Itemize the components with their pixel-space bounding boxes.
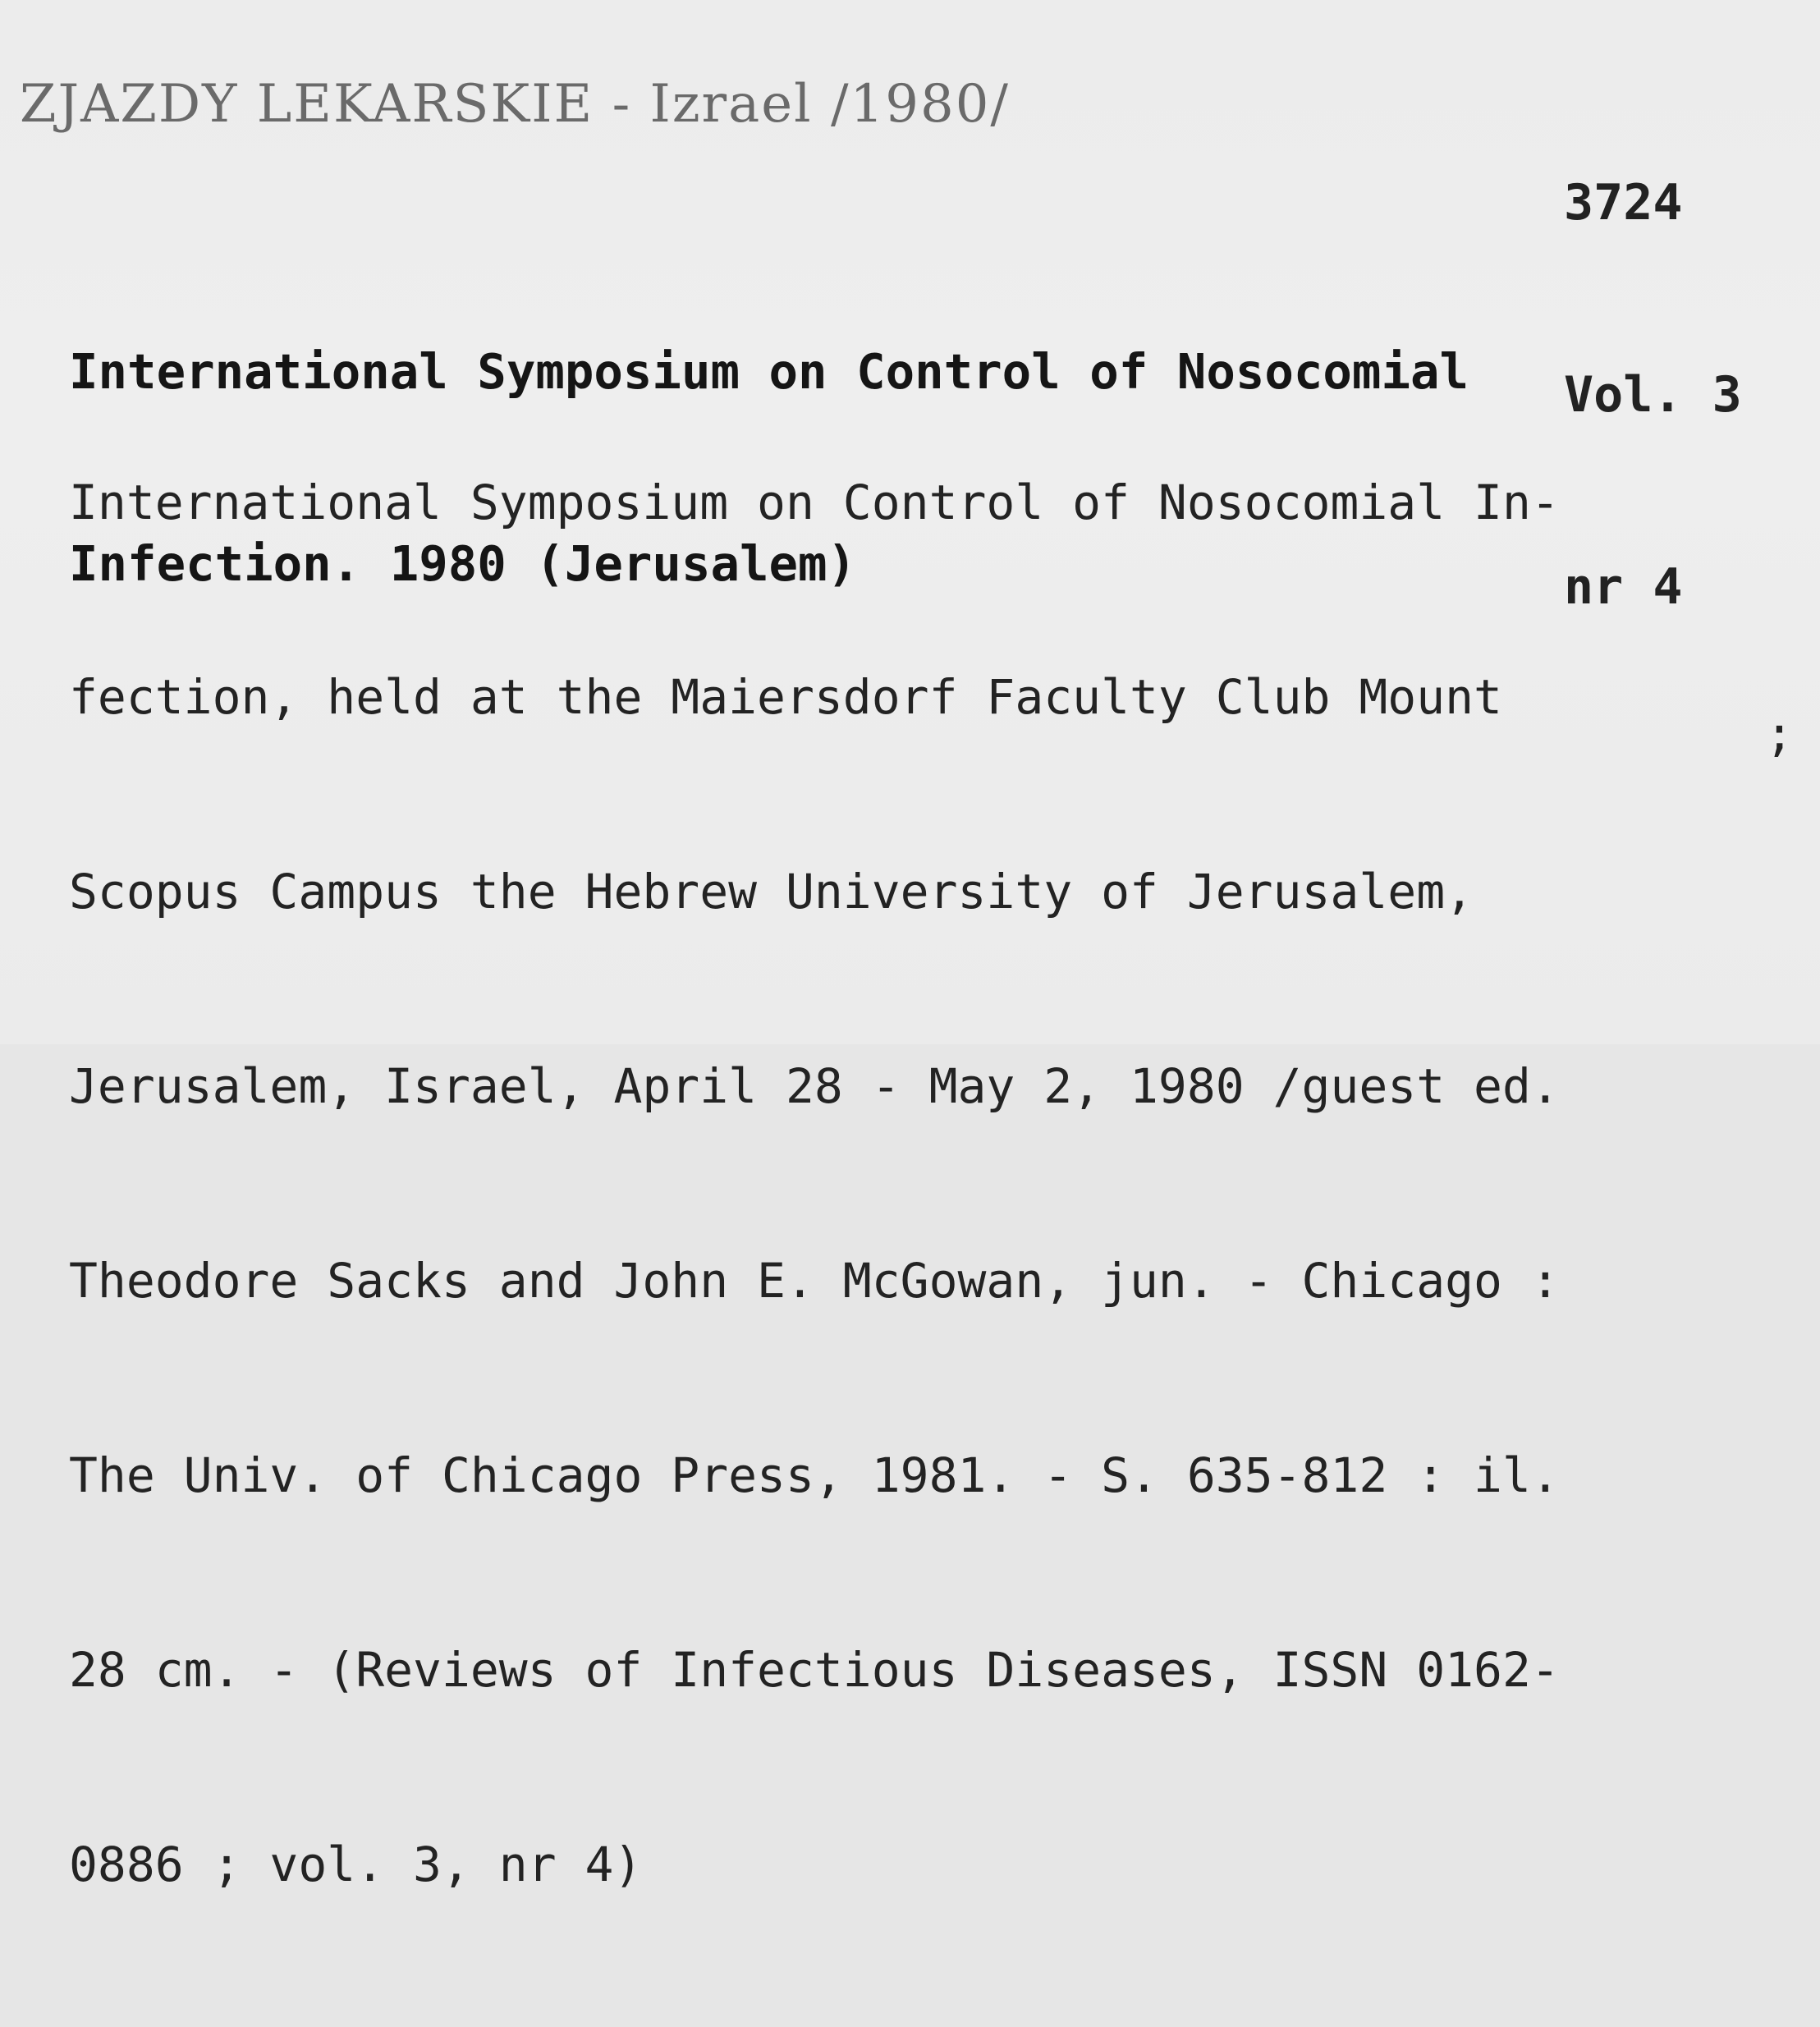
description-line: 28 cm. - (Reviews of Infectious Diseases, ISSN 0162- bbox=[69, 1642, 1560, 1698]
call-number bbox=[1564, 43, 1742, 747]
description-line: International Symposium on Control of Nosocomial In- bbox=[69, 475, 1560, 530]
bibliographic-description bbox=[69, 341, 1560, 2027]
main-entry-line: Infection. 1980 (Jerusalem) bbox=[69, 535, 857, 592]
description-line: Theodore Sacks and John E. McGowan, jun. - Chicago : bbox=[69, 1253, 1560, 1309]
description-line: 0886 ; vol. 3, nr 4) bbox=[69, 1837, 643, 1892]
main-entry-line: International Symposium on Control of Nosocomial bbox=[69, 343, 1469, 400]
call-number-line: Vol. 3 bbox=[1564, 366, 1742, 424]
call-number-line: nr 4 bbox=[1564, 558, 1683, 616]
subject-heading: ZJAZDY LEKARSKIE - Izrael /1980/ bbox=[20, 74, 1010, 135]
call-number-line: 3724 bbox=[1564, 174, 1683, 232]
stray-semicolon: ; bbox=[1765, 706, 1794, 762]
description-line: The Univ. of Chicago Press, 1981. - S. 635-812 : il. bbox=[69, 1447, 1560, 1503]
description-line: fection, held at the Maiersdorf Faculty Club Mount bbox=[69, 669, 1502, 725]
description-line: Scopus Campus the Hebrew University of Jerusalem, bbox=[69, 864, 1474, 919]
description-line: Jerusalem, Israel, April 28 - May 2, 1980 /guest ed. bbox=[69, 1058, 1560, 1114]
